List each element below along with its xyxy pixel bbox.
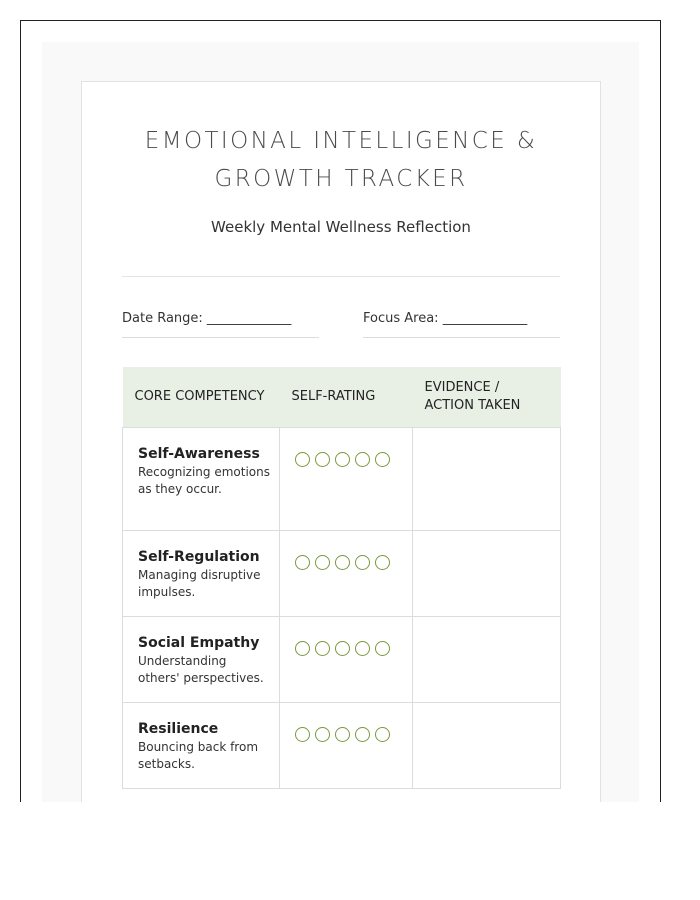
table-header-row xyxy=(123,367,561,428)
rating-circle-4[interactable] xyxy=(355,641,370,656)
rating-circle-1[interactable] xyxy=(295,555,310,570)
competency-name: Social Empathy xyxy=(138,635,260,651)
rating-circles xyxy=(295,555,412,570)
competency-description: Recognizing emotions as they occur. xyxy=(138,465,270,496)
header-core-competency: CORE COMPETENCY xyxy=(123,367,280,428)
competency-description: Bouncing back from setbacks. xyxy=(138,740,259,771)
rating-cell xyxy=(280,703,413,789)
table-row xyxy=(123,617,561,703)
rating-circle-1[interactable] xyxy=(295,727,310,742)
rating-circle-3[interactable] xyxy=(335,641,350,656)
header-evidence-line-2: ACTION TAKEN xyxy=(424,398,521,413)
title-line-1: EMOTIONAL INTELLIGENCE & xyxy=(144,128,538,154)
table-row xyxy=(123,703,561,789)
competency-table xyxy=(122,367,561,789)
competency-cell xyxy=(123,703,280,789)
evidence-cell[interactable] xyxy=(413,703,561,789)
competency-name: Self-Awareness xyxy=(138,446,260,462)
focus-area-field: Focus Area: _____________ xyxy=(363,311,560,338)
table-row xyxy=(123,428,561,531)
header-self-rating: SELF-RATING xyxy=(280,367,413,428)
rating-circle-3[interactable] xyxy=(335,555,350,570)
rating-circle-1[interactable] xyxy=(295,452,310,467)
competency-name: Resilience xyxy=(138,721,219,737)
header-evidence xyxy=(413,367,561,428)
rating-circle-4[interactable] xyxy=(355,555,370,570)
competency-description: Managing disruptive impulses. xyxy=(138,568,261,599)
rating-circle-5[interactable] xyxy=(375,555,390,570)
rating-circles xyxy=(295,727,412,742)
rating-circle-4[interactable] xyxy=(355,452,370,467)
table-row xyxy=(123,531,561,617)
evidence-cell[interactable] xyxy=(413,428,561,531)
evidence-cell[interactable] xyxy=(413,617,561,703)
rating-circle-2[interactable] xyxy=(315,641,330,656)
competency-cell xyxy=(123,428,280,531)
rating-cell xyxy=(280,617,413,703)
rating-circle-5[interactable] xyxy=(375,452,390,467)
rating-cell xyxy=(280,428,413,531)
competency-cell xyxy=(123,531,280,617)
page-title xyxy=(122,122,560,198)
rating-circles xyxy=(295,452,412,467)
rating-circle-3[interactable] xyxy=(335,727,350,742)
date-range-field: Date Range: _____________ xyxy=(122,311,319,338)
rating-circles xyxy=(295,641,412,656)
competency-cell xyxy=(123,617,280,703)
rating-circle-4[interactable] xyxy=(355,727,370,742)
rating-circle-3[interactable] xyxy=(335,452,350,467)
rating-circle-5[interactable] xyxy=(375,641,390,656)
competency-description: Understanding others' perspectives. xyxy=(138,654,264,685)
rating-circle-1[interactable] xyxy=(295,641,310,656)
rating-cell xyxy=(280,531,413,617)
competency-name: Self-Regulation xyxy=(138,549,260,565)
rating-circle-2[interactable] xyxy=(315,452,330,467)
rating-circle-5[interactable] xyxy=(375,727,390,742)
rating-circle-2[interactable] xyxy=(315,555,330,570)
evidence-cell[interactable] xyxy=(413,531,561,617)
header-divider xyxy=(122,276,560,277)
header-evidence-line-1: EVIDENCE / xyxy=(424,380,500,395)
title-line-2: GROWTH TRACKER xyxy=(214,166,468,192)
page-subtitle: Weekly Mental Wellness Reflection xyxy=(211,218,471,236)
rating-circle-2[interactable] xyxy=(315,727,330,742)
